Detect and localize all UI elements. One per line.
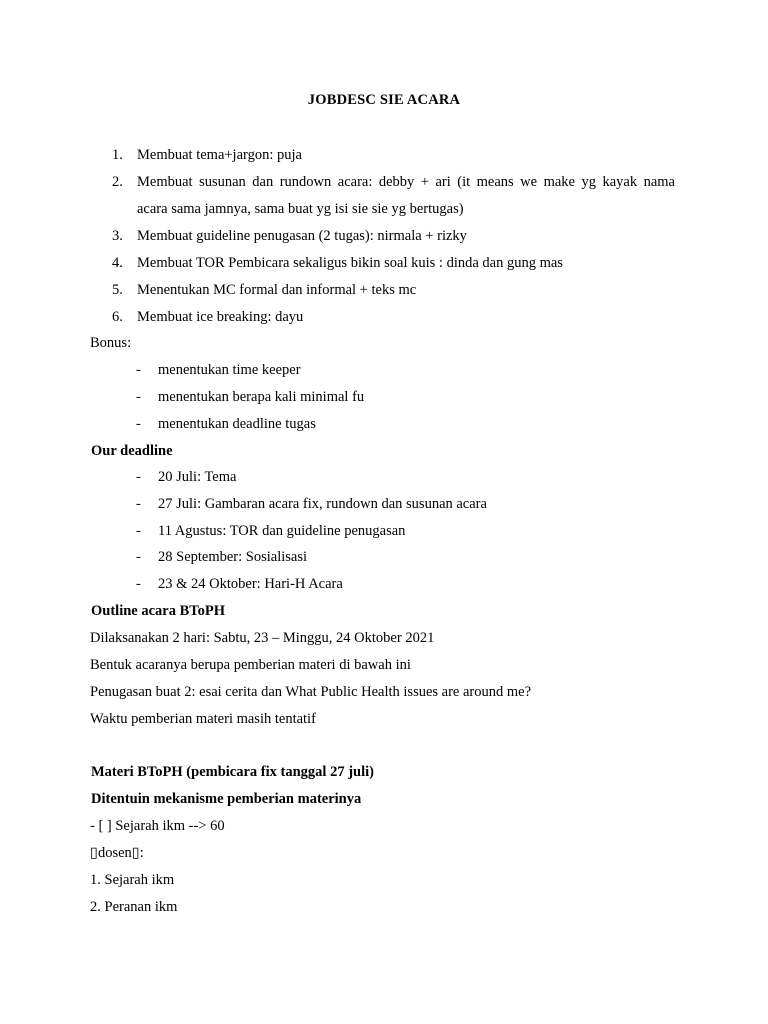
outline-line: Bentuk acaranya berupa pemberian materi di bawah ini	[90, 657, 411, 673]
list-number: 4.	[112, 255, 123, 271]
materi-item: 1. Sejarah ikm	[90, 872, 175, 888]
list-text: menentukan berapa kali minimal fu	[158, 389, 365, 405]
dash-bullet: -	[136, 469, 141, 485]
list-text: acara sama jamnya, sama buat yg isi sie sie yg bertugas)	[137, 201, 464, 217]
dash-bullet: -	[136, 576, 141, 592]
list-text: 20 Juli: Tema	[158, 469, 237, 485]
list-text: menentukan deadline tugas	[158, 416, 316, 432]
bonus-label: Bonus:	[90, 335, 132, 351]
deadline-heading: Our deadline	[91, 443, 173, 459]
list-text: 23 & 24 Oktober: Hari-H Acara	[158, 576, 343, 592]
materi-heading: Materi BToPH (pembicara fix tanggal 27 juli)	[91, 764, 374, 780]
list-text: menentukan time keeper	[158, 362, 301, 378]
checkbox-line: - [ ] Sejarah ikm --> 60	[90, 818, 225, 834]
document-title: JOBDESC SIE ACARA	[307, 92, 461, 108]
list-text: Membuat susunan dan rundown acara: debby + ari (it means we make yg kayak nama	[137, 174, 675, 190]
list-text: Menentukan MC formal dan informal + teks mc	[137, 282, 417, 298]
list-text: 27 Juli: Gambaran acara fix, rundown dan susunan acara	[158, 496, 487, 512]
list-number: 6.	[112, 309, 123, 325]
dash-bullet: -	[136, 416, 141, 432]
dash-bullet: -	[136, 389, 141, 405]
dash-bullet: -	[136, 496, 141, 512]
outline-heading: Outline acara BToPH	[91, 603, 225, 619]
dash-bullet: -	[136, 523, 141, 539]
dash-bullet: -	[136, 549, 141, 565]
list-text: Membuat ice breaking: dayu	[137, 309, 304, 325]
list-text: Membuat tema+jargon: puja	[137, 147, 302, 163]
outline-line: Penugasan buat 2: esai cerita dan What Public Health issues are around me?	[90, 684, 532, 700]
dash-bullet: -	[136, 362, 141, 378]
list-text: Membuat guideline penugasan (2 tugas): nirmala + rizky	[137, 228, 467, 244]
list-number: 3.	[112, 228, 123, 244]
outline-line: Dilaksanakan 2 hari: Sabtu, 23 – Minggu, 24 Oktober 2021	[90, 630, 435, 646]
materi-subheading: Ditentuin mekanisme pemberian materinya	[91, 791, 362, 807]
materi-item: 2. Peranan ikm	[90, 899, 178, 915]
list-number: 5.	[112, 282, 123, 298]
list-text: 11 Agustus: TOR dan guideline penugasan	[158, 523, 406, 539]
list-text: Membuat TOR Pembicara sekaligus bikin soal kuis : dinda dan gung mas	[137, 255, 563, 271]
outline-line: Waktu pemberian materi masih tentatif	[90, 711, 316, 727]
list-text: 28 September: Sosialisasi	[158, 549, 308, 565]
list-number: 1.	[112, 147, 123, 163]
list-number: 2.	[112, 174, 123, 190]
dosen-line: ▯dosen▯:	[90, 845, 144, 861]
